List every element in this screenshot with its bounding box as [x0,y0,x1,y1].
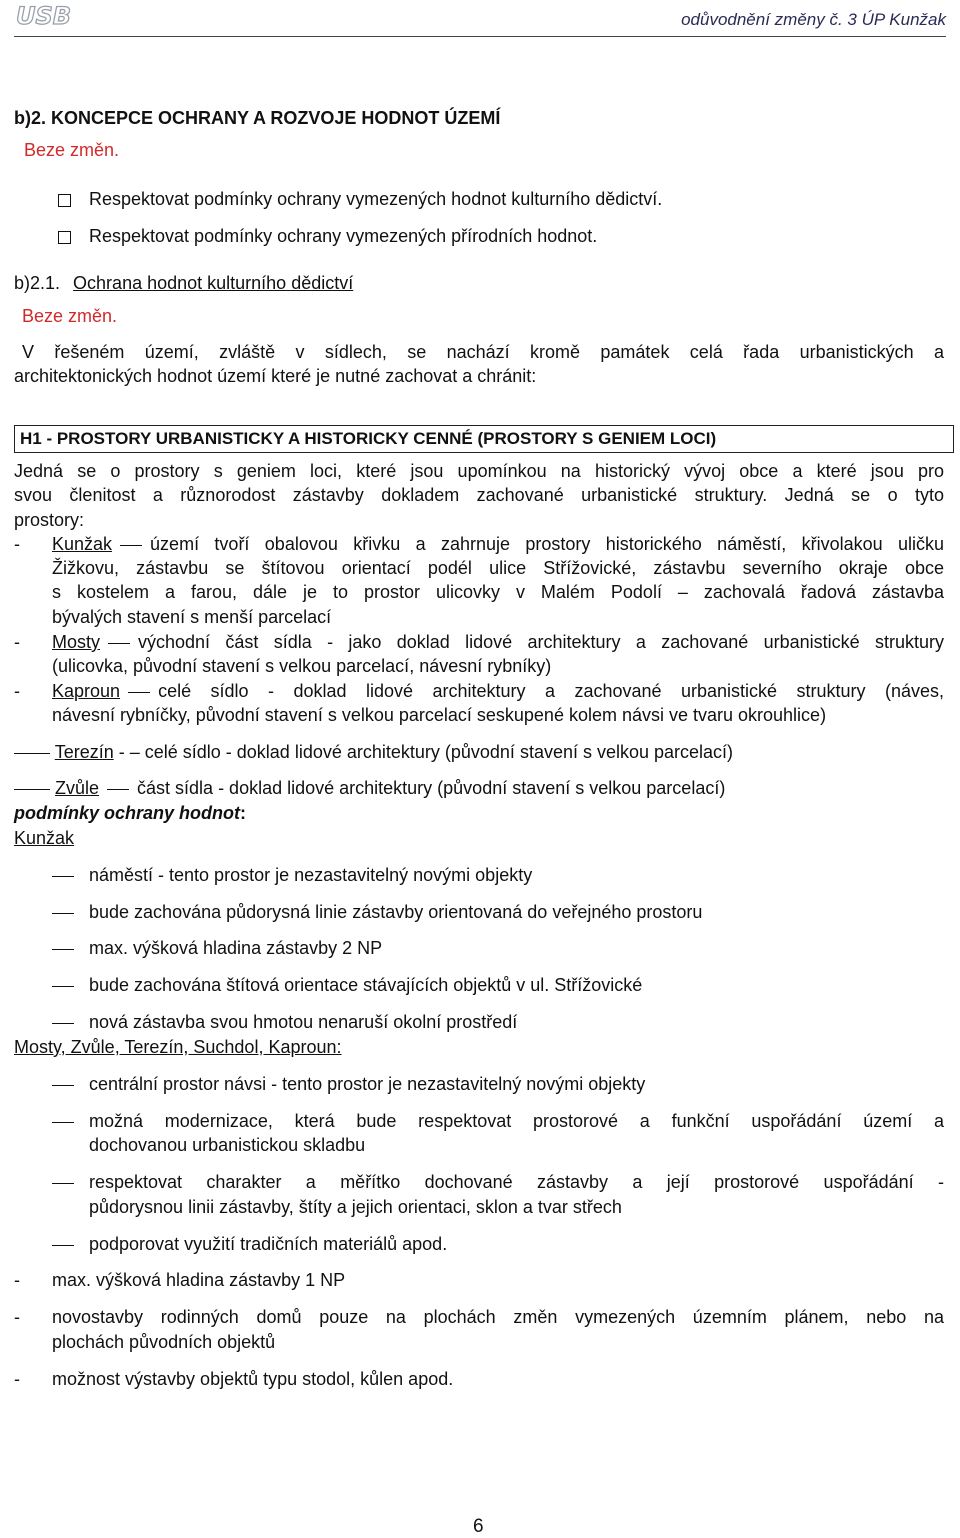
long-dash-icon [52,1245,74,1246]
usb-logo [14,2,84,28]
bullet-item: Respektovat podmínky ochrany vymezených přírodních hodnot. [89,226,598,246]
svg-text:USB: USB [16,2,72,28]
long-dash-icon [14,753,50,754]
condition-item: náměstí - tento prostor je nezastavitelný novými objekty [89,865,533,885]
place-name: Zvůle [55,778,100,798]
long-dash-icon [52,949,74,950]
condition-item: dochovanou urbanistickou skladbu [89,1135,366,1155]
place-zvule-line: Zvůle část sídla - doklad lidové architektury (původní stavení s velkou parcelací) [14,778,725,799]
conditions-kunzak-label: Kunžak [14,828,75,848]
place-name: Terezín [54,742,114,762]
place-kunzak-line: bývalých stavení s menší parcelací [52,607,332,627]
checkbox-bullet-icon [58,194,71,207]
list-dash: - [14,1369,20,1389]
place-name: Kaproun [52,681,121,701]
h1-description-line: prostory: [14,510,85,530]
checkbox-bullet-icon [58,231,71,244]
place-mosty-line: (ulicovka, původní stavení s velkou parcelací, návesní rybníky) [52,656,552,676]
place-kunzak-line: s kostelem a farou, dále je to prostor ulicovky v Malém Podolí – zachovalá řadová zástavba [52,582,944,602]
long-dash-icon [52,913,74,914]
subsection-status: Beze změn. [22,306,118,326]
list-dash: - [14,1270,20,1290]
subsection-heading [14,273,353,294]
header-divider [14,36,946,37]
condition-item: respektovat charakter a měřítko dochované zástavby a její prostorové uspořádání - [89,1172,944,1192]
condition-item: půdorysnou linii zástavby, štíty a jejich orientaci, sklon a tvar střech [89,1197,622,1217]
long-dash-icon [52,1023,74,1024]
intro-line: V řešeném území, zvláště v sídlech, se nachází kromě památek celá řada urbanistických a [22,342,944,362]
list-dash: - [14,681,20,701]
document-header-title: odůvodnění změny č. 3 ÚP Kunžak [681,10,946,29]
list-dash: - [14,632,20,652]
intro-line: architektonických hodnot území které je nutné zachovat a chránit: [14,366,537,386]
extra-item: plochách původních objektů [52,1332,276,1352]
place-kunzak-line: Žižkovu, zástavbu se štítovou orientací podél ulice Střížovické, zástavbu severního okraje obce [52,558,944,578]
conditions-heading: podmínky ochrany hodnot: [14,803,247,823]
section-heading: b)2. KONCEPCE OCHRANY A ROZVOJE HODNOT ÚZEMÍ [14,108,501,128]
condition-item: možná modernizace, která bude respektovat prostorové a funkční uspořádání území a [89,1111,944,1131]
long-dash-icon [52,1183,74,1184]
condition-item: nová zástavba svou hmotou nenaruší okolní prostředí [89,1012,518,1032]
list-dash: - [14,534,20,554]
subsection-title: Ochrana hodnot kulturního dědictví [73,273,354,293]
h1-description-line: Jedná se o prostory s geniem loci, které jsou upomínkou na historický vývoj obce a které jsou pro [14,461,944,481]
long-dash-icon [52,1085,74,1086]
place-kaproun-line: Kaproun celé sídlo - doklad lidové architektury a zachované urbanistické struktury (náves, [52,681,944,701]
extra-item: možnost výstavby objektů typu stodol, kůlen apod. [52,1369,454,1389]
extra-item: novostavby rodinných domů pouze na plochách změn vymezených územním plánem, nebo na [52,1307,944,1327]
conditions-villages-label: Mosty, Zvůle, Terezín, Suchdol, Kaproun: [14,1037,342,1057]
h1-title: H1 - PROSTORY URBANISTICKY A HISTORICKY CENNÉ (PROSTORY S GENIEM LOCI) [20,429,717,448]
long-dash-icon [52,986,74,987]
place-mosty-line: Mosty východní část sídla - jako doklad lidové architektury a zachované urbanistické struktury [52,632,944,652]
place-name: Kunžak [52,534,113,554]
long-dash-icon [52,1122,74,1123]
list-dash: - [14,1307,20,1327]
extra-item: max. výšková hladina zástavby 1 NP [52,1270,346,1290]
subsection-number: b)2.1. [14,273,61,293]
place-name: Mosty [52,632,101,652]
long-dash-icon [14,789,50,790]
condition-item: bude zachována štítová orientace stávajících objektů v ul. Střížovické [89,975,643,995]
condition-item: podporovat využití tradičních materiálů apod. [89,1234,448,1254]
page-number: 6 [473,1516,484,1537]
place-kunzak-line: Kunžak území tvoří obalovou křivku a zahrnuje prostory historického náměstí, křivolakou uličku [52,534,944,554]
condition-item: centrální prostor návsi - tento prostor je nezastavitelný novými objekty [89,1074,646,1094]
bullet-item: Respektovat podmínky ochrany vymezených hodnot kulturního dědictví. [89,189,663,209]
section-status: Beze změn. [24,140,120,160]
condition-item: bude zachována půdorysná linie zástavby orientovaná do veřejného prostoru [89,902,703,922]
h1-description-line: svou členitost a různorodost zástavby dokladem zachované urbanistické struktury. Jedná se o tyto [14,485,944,505]
long-dash-icon [52,876,74,877]
place-kaproun-line: návesní rybníčky, původní stavení s velkou parcelací seskupené kolem návsi ve tvaru okrouhlice) [52,705,827,725]
condition-item: max. výšková hladina zástavby 2 NP [89,938,383,958]
place-terezin-line: Terezín - – celé sídlo - doklad lidové architektury (původní stavení s velkou parcelací) [14,742,733,763]
